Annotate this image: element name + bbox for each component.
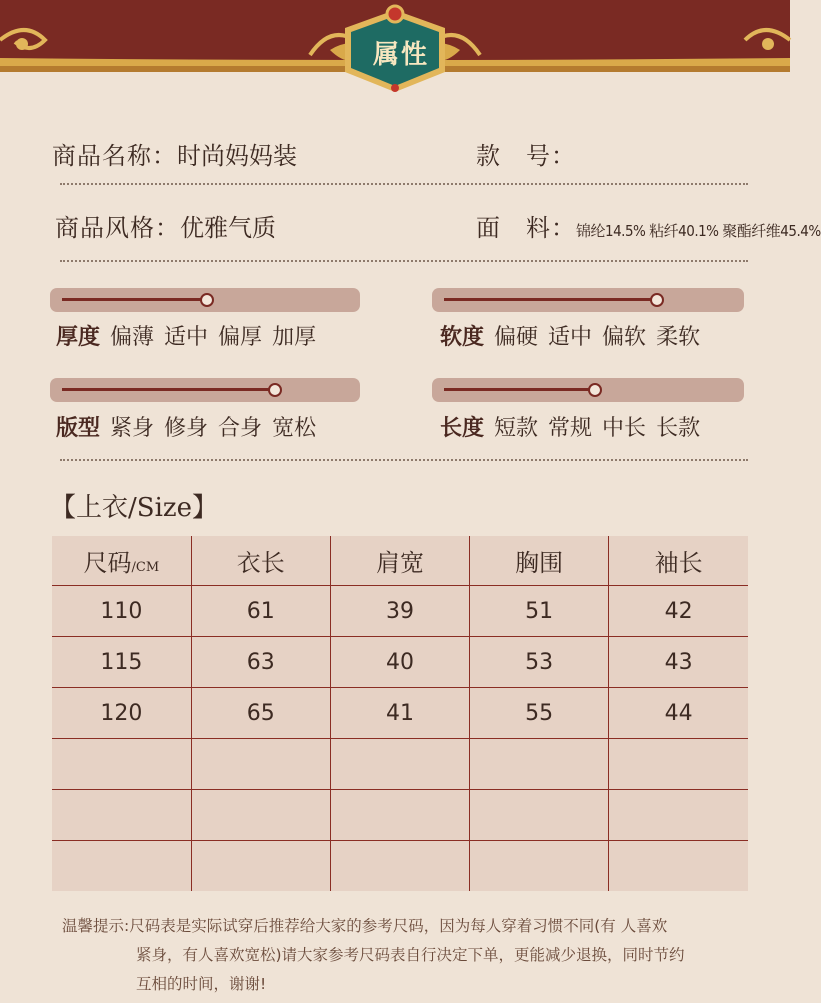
table-cell: 55 [470, 688, 609, 739]
length-options [440, 411, 710, 442]
length-knob [588, 383, 602, 397]
material-row [476, 208, 821, 243]
product-name-row [52, 136, 297, 171]
product-style-row [55, 208, 276, 243]
table-cell: 40 [330, 637, 469, 688]
length-key: 长度 [440, 416, 485, 441]
thickness-slider [50, 288, 360, 312]
table-cell: 61 [191, 586, 330, 637]
table-cell: 120 [52, 688, 191, 739]
option: 长款 [656, 416, 701, 441]
product-style-label: 商品风格： [55, 214, 180, 242]
table-row [52, 586, 748, 637]
thickness-options [56, 320, 326, 351]
option: 合身 [218, 416, 263, 441]
fit-slider [50, 378, 360, 402]
table-row-empty [52, 739, 748, 790]
option: 常规 [548, 416, 593, 441]
softness-options [440, 320, 710, 351]
header-shoulder: 肩宽 [330, 536, 469, 586]
note-line: 互相的时间，谢谢! [136, 975, 267, 993]
fit-key: 版型 [56, 416, 101, 441]
product-style-value: 优雅气质 [180, 214, 276, 242]
option: 中长 [602, 416, 647, 441]
softness-key: 软度 [440, 325, 485, 350]
material-label: 面 料： [476, 214, 576, 242]
product-name-value: 时尚妈妈装 [177, 142, 297, 170]
table-cell: 115 [52, 637, 191, 688]
option: 短款 [494, 416, 539, 441]
table-row-empty [52, 841, 748, 892]
option: 修身 [164, 416, 209, 441]
header-size: 尺码/CM [52, 536, 191, 586]
table-cell: 110 [52, 586, 191, 637]
option: 适中 [164, 325, 209, 350]
header-length: 衣长 [191, 536, 330, 586]
table-cell: 53 [470, 637, 609, 688]
header-badge-title: 属性 [372, 40, 429, 70]
note-line: 温馨提示:尺码表是实际试穿后推荐给大家的参考尺码，因为每人穿着习惯不同(有 人喜欢 [62, 917, 668, 935]
option: 紧身 [110, 416, 155, 441]
ornamental-header [0, 0, 790, 95]
table-cell: 39 [330, 586, 469, 637]
option: 加厚 [272, 325, 317, 350]
table-cell: 65 [191, 688, 330, 739]
divider [60, 459, 748, 461]
table-row [52, 637, 748, 688]
divider [60, 183, 748, 185]
table-cell: 41 [330, 688, 469, 739]
option: 偏软 [602, 325, 647, 350]
product-name-label: 商品名称： [52, 142, 177, 170]
option: 偏厚 [218, 325, 263, 350]
table-header-row [52, 536, 748, 586]
option: 偏薄 [110, 325, 155, 350]
option: 偏硬 [494, 325, 539, 350]
thickness-key: 厚度 [56, 325, 101, 350]
product-code-row [476, 136, 576, 171]
length-slider [432, 378, 744, 402]
size-table-title: 【上衣/Size】 [50, 493, 218, 523]
divider [60, 260, 748, 262]
size-table [52, 536, 748, 891]
option: 宽松 [272, 416, 317, 441]
thickness-knob [200, 293, 214, 307]
option: 适中 [548, 325, 593, 350]
option: 柔软 [656, 325, 701, 350]
header-chest: 胸围 [470, 536, 609, 586]
fit-knob [268, 383, 282, 397]
table-row [52, 688, 748, 739]
note-line: 紧身，有人喜欢宽松)请大家参考尺码表自行决定下单，更能减少退换，同时节约 [136, 946, 685, 964]
table-cell: 44 [609, 688, 748, 739]
table-cell: 51 [470, 586, 609, 637]
product-code-label: 款 号： [476, 142, 576, 170]
material-value: 锦纶14.5% 粘纤40.1% 聚酯纤维45.4% [576, 222, 821, 240]
table-cell: 42 [609, 586, 748, 637]
softness-knob [650, 293, 664, 307]
softness-slider [432, 288, 744, 312]
table-row-empty [52, 790, 748, 841]
table-cell: 43 [609, 637, 748, 688]
size-note [62, 912, 752, 999]
header-sleeve: 袖长 [609, 536, 748, 586]
unit-label: /CM [131, 560, 160, 575]
fit-options [56, 411, 326, 442]
table-cell: 63 [191, 637, 330, 688]
